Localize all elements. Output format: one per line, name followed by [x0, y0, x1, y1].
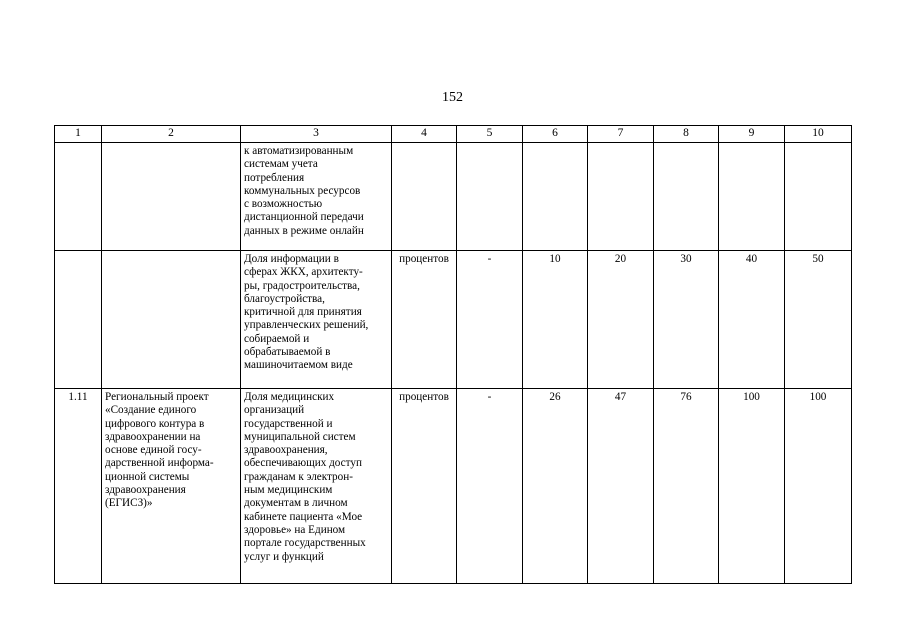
header-cell: 9 [719, 126, 785, 143]
value-cell: 20 [588, 251, 654, 389]
indicator-name-cell: Доля медицинских организаций государственной и муниципальной систем здравоохранения, обеспечивающих доступ гражданам к электрон- ным медицинским документам в личном кабинете пациента «Мое здоровье» на Едином портале государственных услуг и функций [241, 389, 392, 584]
project-name-cell [102, 143, 241, 251]
value-cell: 26 [523, 389, 588, 584]
project-name-cell [102, 251, 241, 389]
value-cell: 76 [654, 389, 719, 584]
value-cell: 100 [719, 389, 785, 584]
header-cell: 5 [457, 126, 523, 143]
value-cell: 100 [785, 389, 852, 584]
row-number-cell [55, 251, 102, 389]
value-cell: 10 [523, 251, 588, 389]
header-cell: 10 [785, 126, 852, 143]
header-cell: 4 [392, 126, 457, 143]
project-name-cell: Региональный проект «Создание единого цифрового контура в здравоохранении на основе единой госу- дарственной информа- ционной системы здравоохранения (ЕГИСЗ)» [102, 389, 241, 584]
header-cell: 3 [241, 126, 392, 143]
indicator-name-cell: к автоматизированным системам учета потребления коммунальных ресурсов с возможностью дистанционной передачи данных в режиме онлайн [241, 143, 392, 251]
value-cell [457, 143, 523, 251]
indicators-table [54, 125, 852, 584]
unit-cell: процентов [392, 389, 457, 584]
row-number-cell [55, 143, 102, 251]
value-cell [719, 143, 785, 251]
table-row [55, 389, 852, 584]
row-number-cell: 1.11 [55, 389, 102, 584]
unit-cell [392, 143, 457, 251]
value-cell [785, 143, 852, 251]
header-cell: 8 [654, 126, 719, 143]
value-cell: - [457, 251, 523, 389]
header-cell: 2 [102, 126, 241, 143]
header-cell: 7 [588, 126, 654, 143]
table-row [55, 143, 852, 251]
value-cell: 50 [785, 251, 852, 389]
header-cell: 6 [523, 126, 588, 143]
unit-cell: процентов [392, 251, 457, 389]
value-cell [654, 143, 719, 251]
header-cell: 1 [55, 126, 102, 143]
indicator-name-cell: Доля информации в сферах ЖКХ, архитекту- ры, градостроительства, благоустройства, критичной для принятия управленческих решений, собираемой и обрабатываемой в машиночитаемом виде [241, 251, 392, 389]
value-cell: 40 [719, 251, 785, 389]
value-cell: - [457, 389, 523, 584]
page-number: 152 [442, 90, 463, 105]
value-cell: 47 [588, 389, 654, 584]
value-cell [523, 143, 588, 251]
table-header-row [55, 126, 852, 143]
value-cell: 30 [654, 251, 719, 389]
value-cell [588, 143, 654, 251]
table-row [55, 251, 852, 389]
